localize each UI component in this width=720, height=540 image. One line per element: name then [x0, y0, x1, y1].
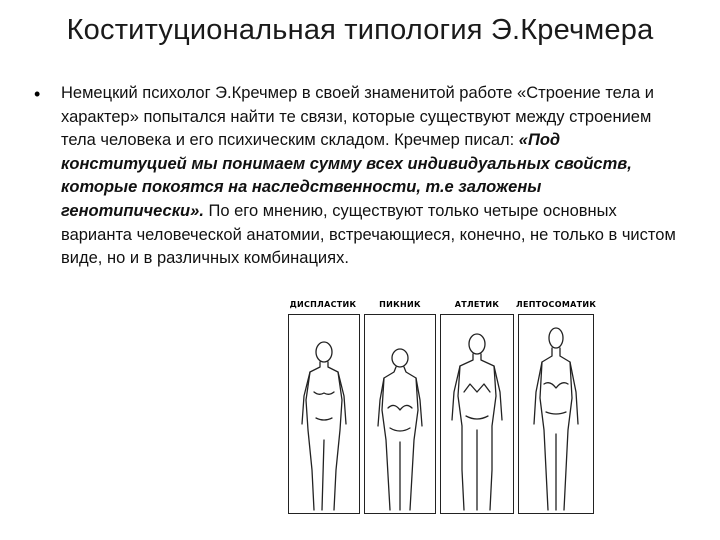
label-leptosomatic: ЛЕПТОСОМАТИК [516, 300, 597, 309]
paragraph-text-start: Немецкий психолог Э.Кречмер в своей знаменитой работе «Строение тела и характер» попытался найти те связи, которые существуют между строением тела человека и его психическим складом. Кречмер писал: [61, 84, 654, 150]
label-dysplastic: ДИСПЛАСТИК [289, 300, 357, 309]
bullet-item [34, 82, 684, 271]
athletic-figure [452, 334, 502, 510]
pyknic-figure [378, 349, 422, 510]
paragraph-text-end: По его мнению, существуют только четыре основных варианта человеческой анатомии, встречающиеся, конечно, не только в чистом виде, но и в различных комбинациях. [61, 201, 676, 268]
label-athletic: АТЛЕТИК [454, 300, 500, 309]
label-pyknic: ПИКНИК [379, 300, 421, 309]
leptosomatic-figure [534, 328, 578, 510]
kretschmer-quote: «Под конституцией мы понимаем сумму всех индивидуальных свойств, которые покоятся на наследственности, т.е заложены генотипически». [61, 131, 632, 220]
body-silhouettes [286, 300, 596, 526]
slide-title: Коституциональная типология Э.Кречмера [66, 14, 654, 46]
body-types-figure [286, 300, 596, 526]
body-paragraph [61, 82, 684, 271]
bullet-dot: • [34, 84, 41, 104]
dysplastic-figure [302, 342, 346, 510]
